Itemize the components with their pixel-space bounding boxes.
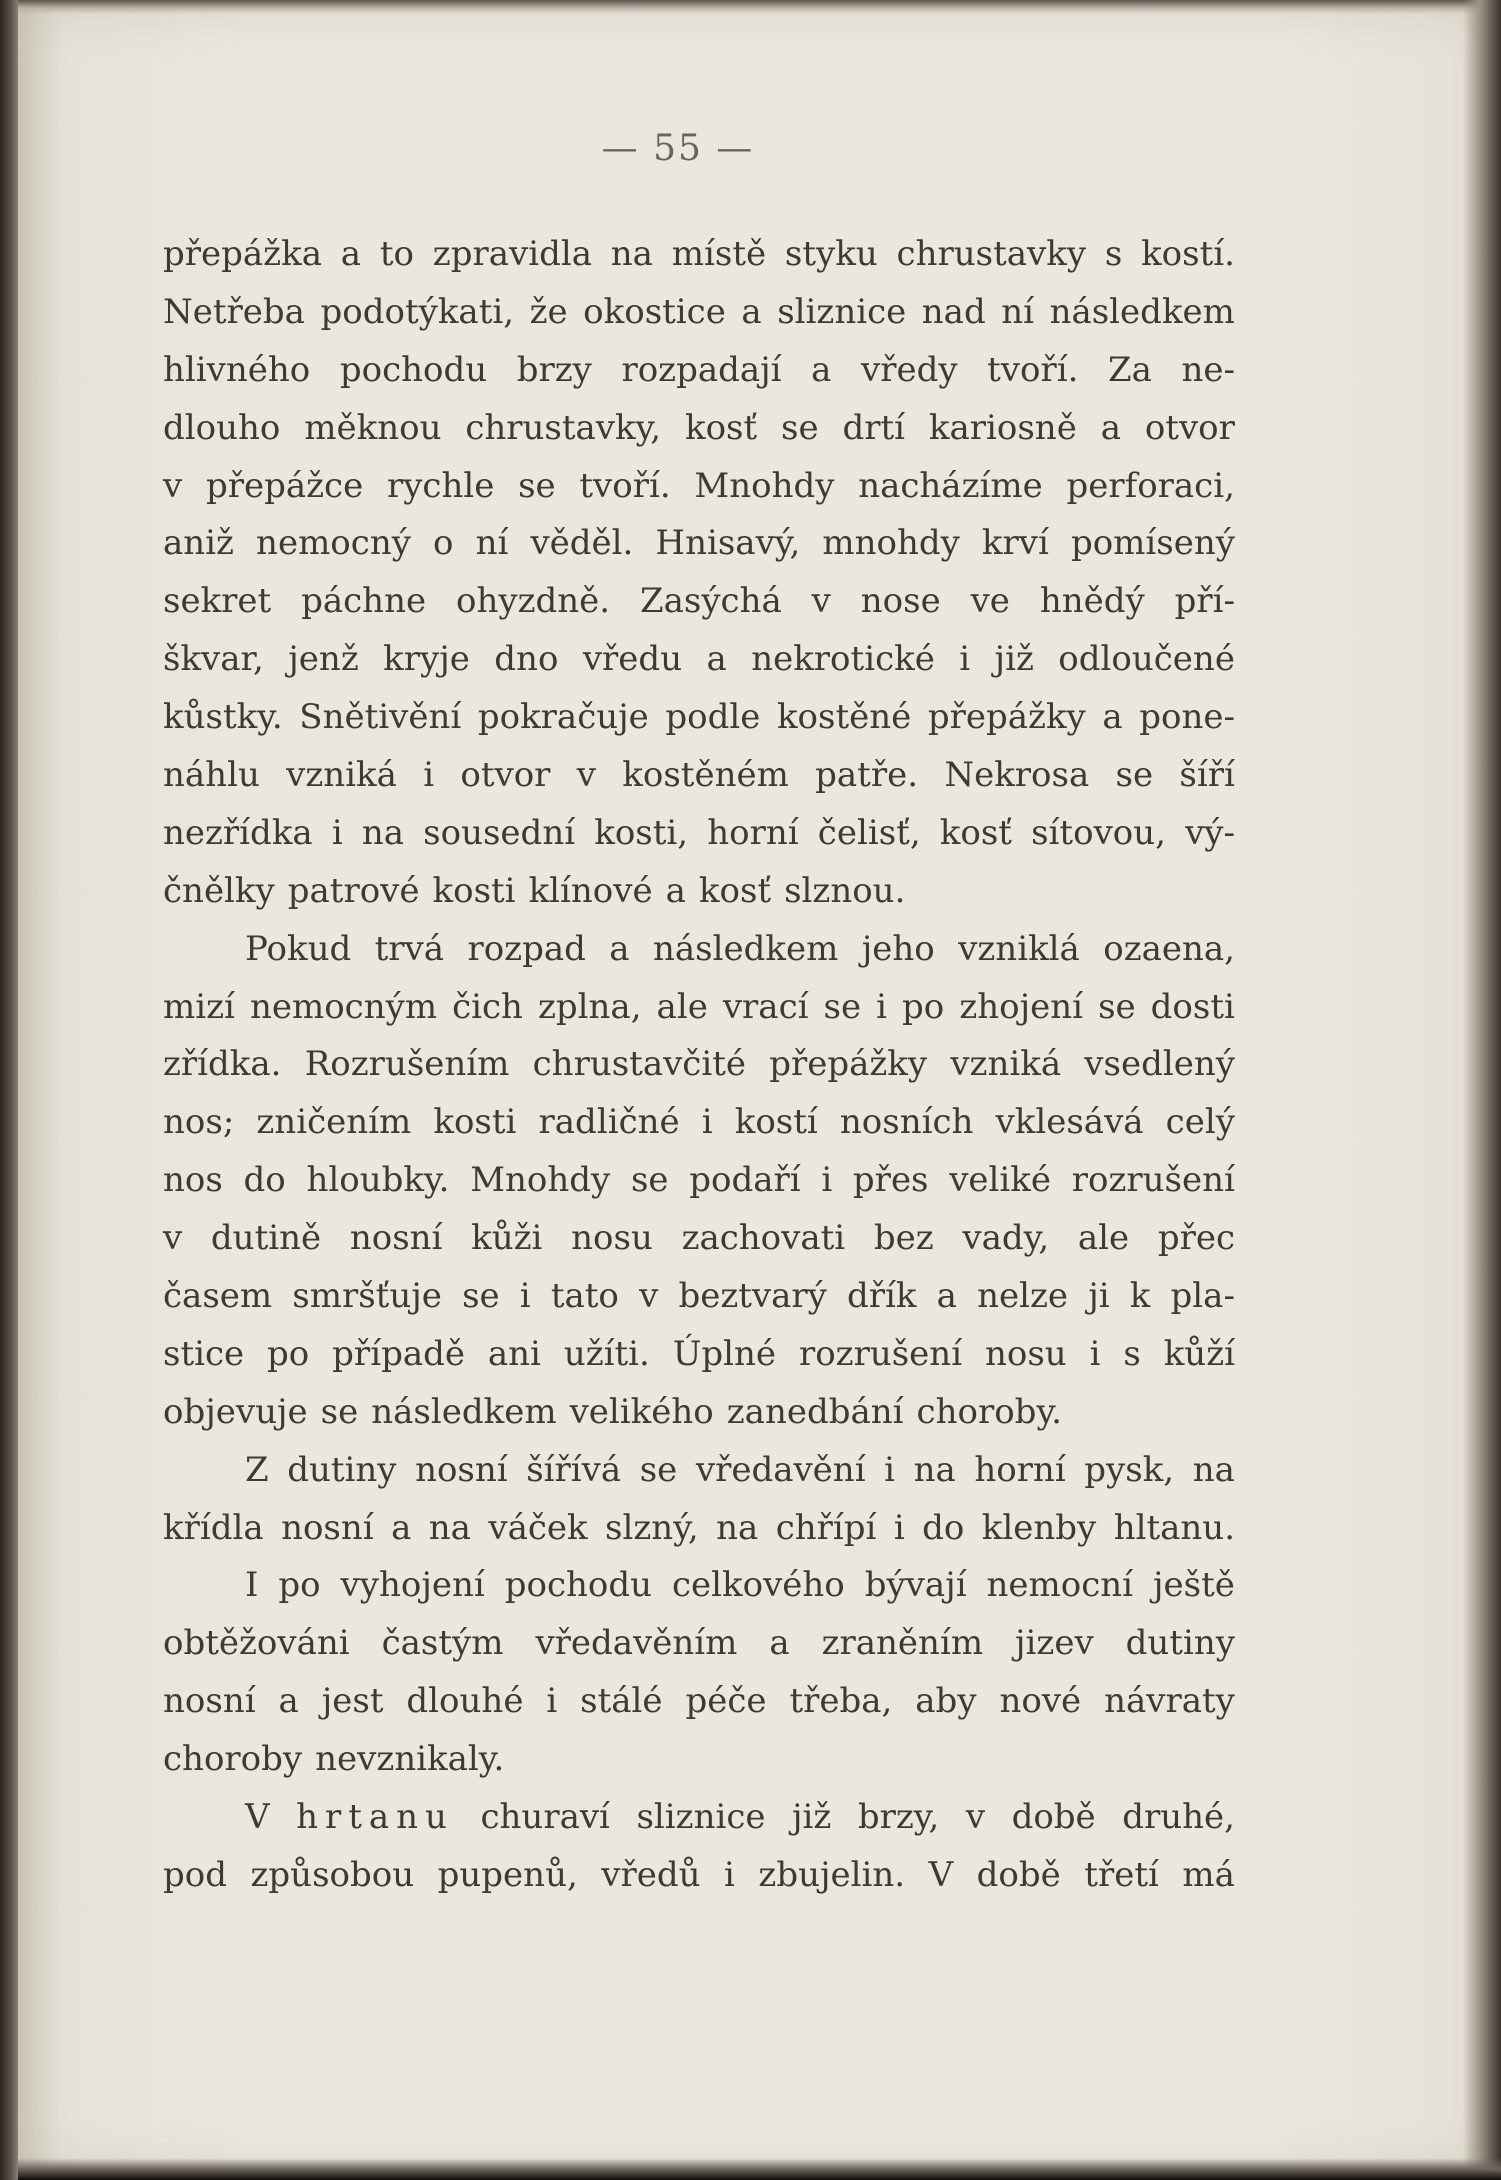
- word: aby: [915, 1681, 977, 1722]
- word: sliznice: [777, 291, 907, 332]
- word: aniž: [163, 523, 234, 564]
- word: zpravidla: [432, 234, 592, 274]
- word: s: [1104, 234, 1123, 274]
- word: slznou.: [784, 870, 906, 911]
- word: šíří: [1179, 755, 1235, 796]
- word: i: [876, 986, 888, 1027]
- page-bottom-edge: [18, 2158, 1501, 2180]
- word: častým: [381, 1623, 504, 1664]
- word: vředy: [861, 349, 958, 390]
- word: kosti: [433, 1102, 517, 1143]
- word: a: [936, 1276, 957, 1317]
- word: Netřeba: [163, 291, 305, 332]
- word: Pokud: [245, 928, 352, 969]
- word: rychle: [386, 465, 495, 506]
- word: kostěné: [776, 697, 912, 738]
- word: nemocným: [249, 986, 438, 1027]
- word: rozrušení: [1071, 1160, 1235, 1201]
- word: kůstky.: [163, 697, 283, 738]
- word: čich: [452, 986, 523, 1027]
- word: tvoří.: [579, 465, 671, 506]
- word: Snětivění: [299, 697, 462, 738]
- word: nose: [860, 581, 941, 622]
- word: se: [1098, 986, 1136, 1027]
- word: i: [423, 755, 435, 796]
- word: přec: [1157, 1218, 1235, 1259]
- word: obtěžováni: [163, 1623, 350, 1664]
- word: nosní: [415, 1449, 508, 1490]
- word: kosť: [684, 407, 758, 448]
- word: podaří: [689, 1160, 801, 1201]
- word: přes: [852, 1160, 929, 1201]
- word: dřík: [847, 1276, 917, 1317]
- word: do: [922, 1507, 965, 1548]
- word: se: [823, 986, 862, 1027]
- word: pone-: [1139, 697, 1235, 738]
- word: jest: [321, 1681, 384, 1722]
- word: se: [639, 1449, 678, 1490]
- word: váček: [488, 1507, 588, 1548]
- text-line: [163, 805, 1235, 863]
- word: zachovati: [681, 1218, 846, 1259]
- word: že: [529, 291, 568, 332]
- word: patrové: [287, 870, 420, 911]
- text-line: [163, 226, 1235, 284]
- word: V: [928, 1854, 954, 1895]
- word: rozpad: [467, 928, 586, 969]
- word: přepážky: [769, 1044, 928, 1085]
- word: choroby.: [916, 1391, 1062, 1432]
- word: ani: [487, 1333, 541, 1374]
- word: i: [959, 639, 971, 680]
- word: následkem: [1049, 291, 1235, 332]
- word: Za: [1108, 349, 1152, 390]
- text-line: [163, 1384, 1235, 1442]
- word: na: [913, 1449, 956, 1490]
- word: v: [811, 581, 831, 622]
- word: kostí: [734, 1102, 818, 1143]
- word: a: [741, 291, 762, 332]
- word: otvor: [1144, 407, 1235, 448]
- word: se: [1115, 755, 1154, 796]
- word: hltanu.: [1113, 1507, 1235, 1548]
- text-line: [163, 1789, 1235, 1847]
- text-line: [163, 689, 1235, 747]
- word: radličné: [538, 1102, 680, 1143]
- word: s: [1123, 1333, 1141, 1374]
- word: době: [976, 1854, 1061, 1895]
- word: zhojení: [959, 986, 1084, 1027]
- word: zničením: [256, 1102, 412, 1143]
- word: na: [361, 812, 405, 853]
- word: časem: [163, 1276, 273, 1317]
- text-line: [163, 863, 1235, 921]
- text-line: [163, 1036, 1235, 1094]
- word: i: [1089, 1333, 1101, 1374]
- word: ale: [1077, 1218, 1130, 1259]
- word: se: [462, 1276, 500, 1317]
- word: ní: [475, 523, 509, 564]
- word: přepážce: [205, 465, 364, 506]
- word: čnělky: [163, 870, 275, 911]
- text-line: [163, 1210, 1235, 1268]
- word: i: [701, 1102, 713, 1143]
- word: vzniká: [286, 755, 397, 796]
- text-line: [163, 1557, 1235, 1615]
- word: Z: [245, 1449, 269, 1490]
- word: vředavění: [695, 1449, 866, 1490]
- word: na: [610, 234, 653, 274]
- text-line: [163, 631, 1235, 689]
- word: následkem: [652, 928, 839, 969]
- word: celý: [1165, 1102, 1235, 1143]
- word: a: [665, 870, 686, 911]
- text-line: [163, 400, 1235, 458]
- word: zanedbání: [726, 1391, 904, 1432]
- word: dutině: [210, 1218, 322, 1259]
- word: kosti,: [594, 812, 689, 853]
- word: již: [994, 639, 1034, 680]
- word: náhlu: [163, 755, 260, 796]
- word: brzy,: [857, 1797, 940, 1838]
- word: i: [546, 1681, 558, 1722]
- word: křídla: [163, 1507, 264, 1548]
- word: ne-: [1181, 349, 1235, 390]
- word: sekret: [163, 581, 272, 622]
- word: vředu: [582, 639, 683, 680]
- word: ohyzdně.: [456, 581, 611, 622]
- word: do: [243, 1160, 286, 1201]
- word: zplna,: [537, 986, 642, 1027]
- word: šířívá: [526, 1449, 622, 1490]
- word: se: [320, 1391, 359, 1432]
- word: kryje: [383, 639, 470, 680]
- word: se: [781, 407, 819, 448]
- word: věděl.: [530, 523, 634, 564]
- word: pysk,: [1084, 1449, 1175, 1490]
- word: na: [428, 1507, 471, 1548]
- word: ve: [970, 581, 1010, 622]
- word: vzniklá: [958, 928, 1080, 969]
- text-line: [163, 1442, 1235, 1500]
- word: hlivného: [163, 349, 311, 390]
- text-line: [163, 573, 1235, 631]
- word: bez: [873, 1218, 934, 1259]
- word: dlouhé: [406, 1681, 524, 1722]
- word: drtí: [842, 407, 906, 448]
- word: nos: [163, 1160, 223, 1201]
- word: pupenů,: [437, 1854, 578, 1895]
- word: brzy: [516, 349, 592, 390]
- word: krví: [981, 523, 1049, 564]
- word: podle: [665, 697, 761, 738]
- word: má: [1182, 1854, 1235, 1895]
- word: a: [811, 349, 832, 390]
- text-line: [163, 1268, 1235, 1326]
- text-line: [163, 1094, 1235, 1152]
- word: době: [1011, 1797, 1096, 1838]
- word: odloučené: [1058, 639, 1235, 680]
- word: slzný,: [605, 1507, 699, 1548]
- word: pla-: [1170, 1276, 1235, 1317]
- word: i: [821, 1160, 833, 1201]
- word: kůží: [1163, 1333, 1235, 1374]
- book-gutter: [0, 0, 18, 2180]
- word: následkem: [371, 1391, 557, 1432]
- word: k: [1129, 1276, 1151, 1317]
- word: i: [884, 1449, 896, 1490]
- text-line: [163, 1847, 1235, 1905]
- book-page: [18, 0, 1501, 2180]
- word: rozpadají: [621, 349, 782, 390]
- text-line: [163, 747, 1235, 805]
- word: již: [792, 1797, 832, 1838]
- word: zraněním: [821, 1623, 984, 1664]
- word: vrací: [722, 986, 809, 1027]
- word: nevznikaly.: [315, 1739, 505, 1780]
- word: tvoří.: [987, 349, 1079, 390]
- word: kosti: [432, 870, 516, 911]
- word: nelze: [977, 1276, 1069, 1317]
- word: kosť: [698, 870, 772, 911]
- word: návraty: [1104, 1681, 1235, 1722]
- word: páchne: [301, 581, 427, 622]
- word: a: [769, 1623, 790, 1664]
- word: nos;: [163, 1102, 235, 1143]
- word: V: [245, 1797, 270, 1838]
- word: kariosně: [928, 407, 1077, 448]
- word: bývají: [864, 1565, 967, 1606]
- word: vzniká: [950, 1044, 1062, 1085]
- word: beztvarý: [678, 1276, 827, 1317]
- word: případě: [332, 1333, 465, 1374]
- word: i: [331, 812, 343, 853]
- word: nosní: [281, 1507, 374, 1548]
- word: v: [163, 465, 183, 506]
- word: po: [278, 1565, 321, 1606]
- word: to: [379, 234, 414, 274]
- word: jenž: [288, 639, 359, 680]
- word: i: [724, 1854, 735, 1895]
- word: hrtanu: [296, 1797, 454, 1838]
- word: se: [518, 465, 556, 506]
- word: choroby: [163, 1739, 303, 1780]
- word: ji: [1088, 1276, 1110, 1317]
- word: se: [630, 1160, 669, 1201]
- text-line: [163, 458, 1235, 516]
- text-line: [163, 515, 1235, 573]
- word: vady,: [962, 1218, 1050, 1259]
- text-line: [163, 1500, 1235, 1558]
- word: nosní: [163, 1681, 256, 1722]
- word: místě: [671, 234, 767, 274]
- word: ale: [656, 986, 708, 1027]
- word: ještě: [1153, 1565, 1235, 1606]
- word: veliké: [949, 1160, 1052, 1201]
- text-line: [163, 1152, 1235, 1210]
- word: vsedlený: [1084, 1044, 1235, 1085]
- text-line: [163, 1673, 1235, 1731]
- word: chřípí: [775, 1507, 877, 1548]
- word: a: [1100, 407, 1121, 448]
- word: měknou: [304, 407, 442, 448]
- word: nekrotické: [751, 639, 935, 680]
- text-line: [163, 1615, 1235, 1673]
- word: klenby: [981, 1507, 1097, 1548]
- word: nové: [999, 1681, 1082, 1722]
- word: stice: [163, 1333, 245, 1374]
- word: pří-: [1174, 581, 1235, 622]
- word: kostěném: [622, 755, 789, 796]
- word: celkového: [671, 1565, 845, 1606]
- word: nosních: [839, 1102, 974, 1143]
- word: škvar,: [163, 639, 264, 680]
- word: třeba,: [789, 1681, 893, 1722]
- word: podotýkati,: [320, 291, 515, 332]
- word: nosní: [349, 1218, 443, 1259]
- word: vklesává: [995, 1102, 1144, 1143]
- word: nacházíme: [858, 465, 1043, 506]
- word: pod: [163, 1854, 227, 1895]
- word: klínové: [528, 870, 653, 911]
- word: I: [245, 1565, 259, 1606]
- word: i: [519, 1276, 531, 1317]
- word: churaví: [480, 1797, 610, 1838]
- word: Zasýchá: [639, 581, 782, 622]
- page-right-edge: [1463, 0, 1501, 2180]
- word: druhé,: [1122, 1797, 1235, 1838]
- word: jizev: [1015, 1623, 1094, 1664]
- word: sliznice: [636, 1797, 766, 1838]
- word: kostí.: [1141, 234, 1235, 274]
- word: pokračuje: [477, 697, 649, 738]
- word: sousední: [423, 812, 576, 853]
- word: na: [716, 1507, 759, 1548]
- word: přepážky: [927, 697, 1086, 738]
- text-line: [163, 1326, 1235, 1384]
- word: sítovou,: [1031, 812, 1166, 853]
- word: v: [163, 1218, 183, 1259]
- word: okostice: [583, 291, 726, 332]
- word: nosu: [571, 1218, 653, 1259]
- word: dosti: [1150, 986, 1235, 1027]
- word: dlouho: [163, 407, 281, 448]
- word: nemocní: [986, 1565, 1134, 1606]
- word: a: [609, 928, 630, 969]
- word: Mnohdy: [470, 1160, 611, 1201]
- word: péče: [685, 1681, 767, 1722]
- word: i: [893, 1507, 905, 1548]
- word: pochodu: [339, 349, 488, 390]
- text-line: [163, 284, 1235, 342]
- word: v: [965, 1797, 986, 1838]
- word: stálé: [580, 1681, 663, 1722]
- word: a: [340, 234, 362, 274]
- word: patře.: [815, 755, 919, 796]
- word: v: [639, 1276, 659, 1317]
- word: nemocný: [256, 523, 411, 564]
- word: ozaena,: [1103, 928, 1235, 969]
- word: po: [902, 986, 945, 1027]
- word: horní: [707, 812, 799, 853]
- word: styku: [784, 234, 878, 274]
- word: a: [706, 639, 727, 680]
- word: chrustavky,: [465, 407, 662, 448]
- word: po: [267, 1333, 310, 1374]
- word: chrustavčité: [532, 1044, 747, 1085]
- word: pochodu: [504, 1565, 653, 1606]
- text-line: [163, 1731, 1235, 1789]
- word: trvá: [374, 928, 445, 969]
- word: nezřídka: [163, 812, 313, 853]
- text-line: [163, 921, 1235, 979]
- word: na: [1192, 1449, 1235, 1490]
- word: kosť: [939, 812, 1012, 853]
- word: o: [433, 523, 454, 564]
- word: přepážka: [163, 234, 322, 274]
- word: jeho: [861, 928, 935, 969]
- word: Hnisavý,: [655, 523, 801, 564]
- word: objevuje: [163, 1391, 308, 1432]
- word: dutiny: [1125, 1623, 1235, 1664]
- text-line: [163, 979, 1235, 1037]
- word: pomísený: [1070, 523, 1235, 564]
- word: v: [576, 755, 596, 796]
- word: horní: [974, 1449, 1066, 1490]
- body-text: [163, 226, 1235, 1905]
- word: mizí: [163, 986, 235, 1027]
- text-line: [163, 342, 1235, 400]
- word: a: [1102, 697, 1123, 738]
- word: vyhojení: [340, 1565, 485, 1606]
- word: kůži: [471, 1218, 543, 1259]
- word: velikého: [569, 1391, 714, 1432]
- page-number: — 55 —: [601, 128, 755, 169]
- word: vředavěním: [535, 1623, 738, 1664]
- word: Rozrušením: [304, 1044, 510, 1085]
- word: hnědý: [1039, 581, 1145, 622]
- word: Úplné: [672, 1333, 777, 1374]
- word: tato: [550, 1276, 619, 1317]
- word: Mnohdy: [694, 465, 835, 506]
- word: perforaci,: [1066, 465, 1235, 506]
- word: vředů: [601, 1854, 701, 1895]
- word: nad: [921, 291, 986, 332]
- word: zřídka.: [163, 1044, 282, 1085]
- word: smršťuje: [292, 1276, 442, 1317]
- page-top-edge: [18, 0, 1501, 14]
- word: rozrušení: [798, 1333, 963, 1374]
- word: ní: [1001, 291, 1035, 332]
- word: chrustavky: [896, 234, 1087, 274]
- word: Nekrosa: [944, 755, 1090, 796]
- word: způsobou: [250, 1854, 415, 1895]
- word: a: [391, 1507, 412, 1548]
- word: nosu: [984, 1333, 1067, 1374]
- word: dutiny: [287, 1449, 397, 1490]
- word: vý-: [1185, 812, 1235, 853]
- word: hloubky.: [306, 1160, 450, 1201]
- word: třetí: [1084, 1854, 1159, 1895]
- word: a: [278, 1681, 299, 1722]
- word: otvor: [460, 755, 551, 796]
- word: mnohdy: [822, 523, 960, 564]
- word: užíti.: [563, 1333, 650, 1374]
- word: zbujelin.: [758, 1854, 906, 1895]
- word: dno: [494, 639, 559, 680]
- word: čelisť,: [817, 812, 921, 853]
